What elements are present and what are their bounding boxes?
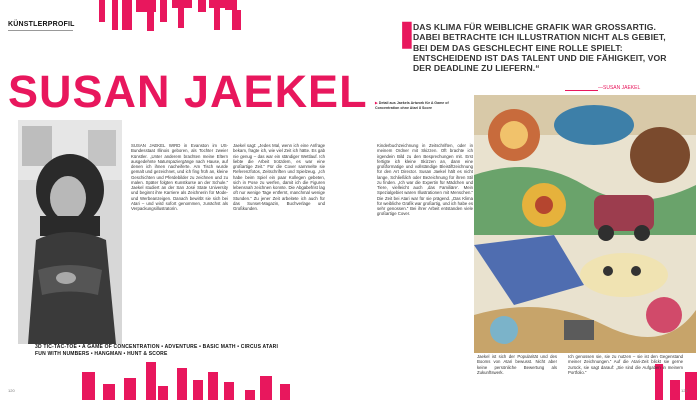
deco-bar <box>670 380 680 400</box>
body-column-5: Ich genossen sie, sie zu nutzen – sie ist den Gegenstand meiner Zeichnungen.“ Auf die Atari-Zeit blickt sie gerne zurück, sie sagt darauf: „Sie sind die Aufgaben in meinem Portfolio.“ <box>568 354 683 375</box>
body-column-4: Jaekel ist sich der Popularität und des Booms von Atari bewusst. Nicht aber keine persönliche Bewertung als Zukunftswerk. <box>477 354 557 375</box>
section-label: KÜNSTLERPROFIL <box>8 21 75 28</box>
body-column-3: Kinderbuchzeichnung in Zeitschriften, oder in meinem Ordner mit Skizzen. Oft brachte ich irgendein Bild zu den Besprechungen mit. Erst fertigte ich kleine Skizzen an, dann eine großformatige und vollständige Bleistiftzeichnung für den Art Director. Susan Jaekel hält es nicht lange, Schließlich oder Bezeichnung für ihren Stil zu finden. „Ich war die Expertin für Mädchen und Tiere, vielleicht auch ‚das Familiäre‘. Mein Spezialgebiet waren Illustrationen mit Menschen.“ Die Zeit bei Atari war für sie prägend. „Das Klima für weibliche Grafik war großartig, und ich habe es sehr genossen.“ Bei ihrer Arbeit entstanden viele großartige Cover. <box>377 143 473 217</box>
deco-bar <box>158 386 168 400</box>
deco-bar <box>224 382 234 400</box>
deco-bar <box>124 378 136 400</box>
artwork-caption <box>375 101 465 110</box>
signature-rule <box>565 90 598 91</box>
deco-bar <box>146 362 156 400</box>
games-line-1: 3D TIC-TAC-TOE • A GAME OF CONCENTRATION • ADVENTURE • BASIC MATH • CIRCUS ATARI <box>35 344 279 350</box>
deco-bar <box>160 0 167 22</box>
deco-bar <box>112 0 118 30</box>
deco-bar <box>225 0 237 10</box>
artist-name-heading: SUSAN JAEKEL <box>8 66 368 117</box>
deco-bar <box>178 8 184 28</box>
deco-bar <box>198 0 206 12</box>
page-number-left: 120 <box>8 388 15 393</box>
section-divider <box>8 30 73 31</box>
artwork-caption-text: Detail aus Jaekels Artwork für A Game of Concentration ohne Atari 8 Score <box>375 101 449 110</box>
deco-bar <box>103 384 115 400</box>
deco-bar <box>122 0 132 30</box>
deco-bar <box>147 6 154 31</box>
deco-bar <box>82 372 95 400</box>
quote-mark-icon: ❚ <box>396 18 418 48</box>
page-number-right: 121 <box>681 388 688 393</box>
deco-bar <box>177 368 187 400</box>
deco-bar <box>193 380 203 400</box>
deco-bar <box>214 8 220 30</box>
game-artwork-illustration <box>474 95 696 353</box>
deco-bar <box>209 0 225 8</box>
caption-arrow-icon: ▶ <box>375 101 378 105</box>
body-column-2: Jaekel sagt: „Jedes Mal, wenn ich eine Anfrage bekam, fragte ich, wie viel Zeit ich hätte. Es gab nie genug – das war ein ständiger Wettlauf. Ich liebte die Arbeit trotzdem, es war eine großartige Zeit.“ Für die Cover sammelte sie Referenzfotos, Zeitschriften und Spielzeug. „Ich habe beim Spiel ein paar Kollegen gebeten, sich in Pose zu werfen, damit ich die Figuren lebensnah zeichnen konnte. Die Abgabefrist lag oft nur wenige Tage entfernt, manchmal wenige Stunden.“ Zu jener Zeit arbeitete ich auch für das Sunset-Magazin, Buchverlage und Großkunden. <box>233 143 325 211</box>
deco-bar <box>208 372 218 400</box>
artist-portrait <box>18 120 122 344</box>
deco-bar <box>232 10 241 30</box>
games-line-2: FUN WITH NUMBERS • HANGMAN • HUNT & SCORE <box>35 351 168 357</box>
quote-attribution: —SUSAN JAEKEL <box>598 85 641 91</box>
deco-bar <box>245 390 255 400</box>
games-list <box>35 344 335 358</box>
body-column-1: SUSAN JAEKEL WIRD in Evanston im US-Bundesstaat Illinois geboren, als Tochter zweier Künstler. „Unter anderem brachten meine Eltern ausgedehnte Naturspaziergänge nach Hause, auf denen ich ihnen nacheiferte. Am Tisch wurde gemalt und gezeichnet, und ich fing früh an, kleine Geschichten und Pferdebilder zu zeichnen und zu malen. Später folgten Kunstkurse an der Schule.“ Jaekel studiert an der San José State University und beginnt ihre Karriere als Zeichnerin für Mode- und Werbeanzeigen. Danach bewirbt sie sich bei Atari – und wird sofort genommen, zunächst als Verpackungsillustratorin. <box>131 143 228 211</box>
deco-bar <box>685 372 697 400</box>
deco-bar <box>99 0 105 22</box>
deco-bar <box>260 376 272 400</box>
deco-bar <box>280 384 290 400</box>
pull-quote: DAS KLIMA FÜR WEIBLICHE GRAFIK WAR GROSSARTIG. DABEI BETRACHTE ICH ILLUSTRATION NICHT ALS GEBIET, BEI DEM DAS GESCHLECHT EINE ROLLE SPIELT: ENTSCHEIDEND IST DAS TALENT UND DIE FÄHIGKEIT, VOR DER DEADLINE ZU LIEFERN.“ <box>413 22 667 74</box>
deco-bar <box>172 0 192 8</box>
